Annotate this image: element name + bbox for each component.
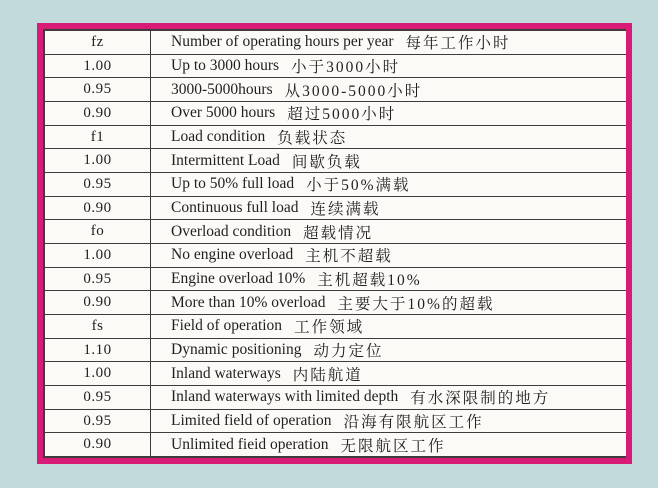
table-row <box>45 77 626 101</box>
description-chinese: 小于50%满载 <box>306 177 411 195</box>
description-cell <box>151 339 626 362</box>
factor-value: 1.00 <box>83 365 112 382</box>
description-chinese: 负载状态 <box>277 130 348 148</box>
factor-cell <box>45 31 151 54</box>
description-chinese: 小于3000小时 <box>291 59 401 76</box>
factor-cell <box>45 78 151 101</box>
description-english: Inland waterways <box>171 364 281 382</box>
description-chinese: 连续满载 <box>310 201 381 219</box>
description-english: Number of operating hours per year <box>171 33 394 51</box>
description-chinese: 有水深限制的地方 <box>410 390 551 408</box>
table-row <box>45 219 626 243</box>
factor-cell <box>45 102 151 125</box>
factor-value: 1.00 <box>83 57 112 74</box>
description-english: Over 5000 hours <box>171 104 276 122</box>
description-cell <box>151 410 626 433</box>
factor-value: f1 <box>90 128 105 145</box>
description-english: Unlimited fieid operation <box>171 435 329 453</box>
table-row <box>45 361 626 385</box>
factor-value: 0.95 <box>83 175 112 192</box>
description-cell <box>151 55 626 78</box>
factor-value: 1.00 <box>83 152 112 169</box>
description-chinese: 内陆航道 <box>292 366 363 384</box>
table-row <box>45 148 626 172</box>
factor-cell <box>45 339 151 362</box>
description-chinese: 每年工作小时 <box>405 35 511 53</box>
factor-value: 0.95 <box>83 412 112 429</box>
factor-cell <box>45 433 151 456</box>
description-english: Load condition <box>171 128 266 146</box>
factor-value: fo <box>90 223 105 240</box>
description-english: More than 10% overload <box>171 293 326 311</box>
description-chinese: 从3000-5000小时 <box>284 82 423 100</box>
factor-value: fs <box>91 317 104 334</box>
table-row <box>45 196 626 220</box>
factor-value: 0.90 <box>83 294 112 311</box>
description-english: Engine overload 10% <box>171 270 306 288</box>
description-cell <box>151 102 626 125</box>
factor-cell <box>45 220 151 243</box>
description-english: Inland waterways with limited depth <box>171 388 399 406</box>
factor-value: 0.90 <box>83 199 112 216</box>
description-english: Continuous full load <box>171 199 299 217</box>
description-cell <box>151 149 626 172</box>
factor-cell <box>45 244 151 267</box>
table-row <box>45 432 626 456</box>
description-cell <box>151 126 626 149</box>
table-row <box>45 314 626 338</box>
table-frame <box>37 23 632 464</box>
description-english: Dynamic positioning <box>171 341 302 359</box>
table-row <box>45 54 626 78</box>
description-chinese: 沿海有限航区工作 <box>343 414 484 432</box>
description-chinese: 超过5000小时 <box>287 106 397 124</box>
description-chinese: 主机不超载 <box>305 248 393 266</box>
description-english: 3000-5000hours <box>171 80 273 98</box>
factor-value: 1.10 <box>83 341 112 358</box>
description-english: Limited field of operation <box>171 412 332 430</box>
description-cell <box>151 197 626 220</box>
description-chinese: 工作领域 <box>294 319 365 337</box>
description-cell <box>151 31 626 54</box>
description-english: Intermittent Load <box>171 151 280 169</box>
description-chinese: 动力定位 <box>313 343 384 361</box>
description-chinese: 主机超载10% <box>317 272 422 290</box>
description-cell <box>151 291 626 314</box>
table-row <box>45 290 626 314</box>
description-cell <box>151 315 626 338</box>
description-cell <box>151 433 626 456</box>
factor-value: 0.95 <box>83 270 112 287</box>
table-row <box>45 385 626 409</box>
factor-value: 0.90 <box>83 104 112 121</box>
factor-cell <box>45 55 151 78</box>
factor-cell <box>45 291 151 314</box>
description-english: No engine overload <box>171 246 294 264</box>
description-cell <box>151 268 626 291</box>
description-chinese: 无限航区工作 <box>340 437 446 455</box>
table-row <box>45 338 626 362</box>
description-cell <box>151 220 626 243</box>
table-row <box>45 31 626 54</box>
description-cell <box>151 362 626 385</box>
factor-cell <box>45 386 151 409</box>
description-chinese: 主要大于10%的超载 <box>337 295 495 313</box>
table-row <box>45 267 626 291</box>
description-cell <box>151 78 626 101</box>
table-row <box>45 409 626 433</box>
factor-cell <box>45 149 151 172</box>
description-chinese: 间歇负载 <box>291 153 362 171</box>
table-row <box>45 101 626 125</box>
table-row <box>45 243 626 267</box>
factor-value: 0.95 <box>83 388 112 405</box>
factor-value: 0.90 <box>83 436 112 453</box>
description-cell <box>151 244 626 267</box>
factor-cell <box>45 315 151 338</box>
factor-cell <box>45 362 151 385</box>
factor-cell <box>45 410 151 433</box>
factor-cell <box>45 173 151 196</box>
factor-value: 1.00 <box>83 246 112 263</box>
table-row <box>45 125 626 149</box>
description-english: Up to 50% full load <box>171 175 295 193</box>
factor-cell <box>45 126 151 149</box>
description-english: Field of operation <box>171 317 283 335</box>
factors-table <box>43 29 626 458</box>
factor-cell <box>45 268 151 291</box>
description-cell <box>151 173 626 196</box>
factor-cell <box>45 197 151 220</box>
table-row <box>45 172 626 196</box>
description-english: Up to 3000 hours <box>171 57 280 74</box>
factor-value: 0.95 <box>83 81 112 98</box>
factor-value: fz <box>91 33 104 50</box>
description-cell <box>151 386 626 409</box>
description-english: Overload condition <box>171 222 292 240</box>
description-chinese: 超载情况 <box>303 224 374 242</box>
